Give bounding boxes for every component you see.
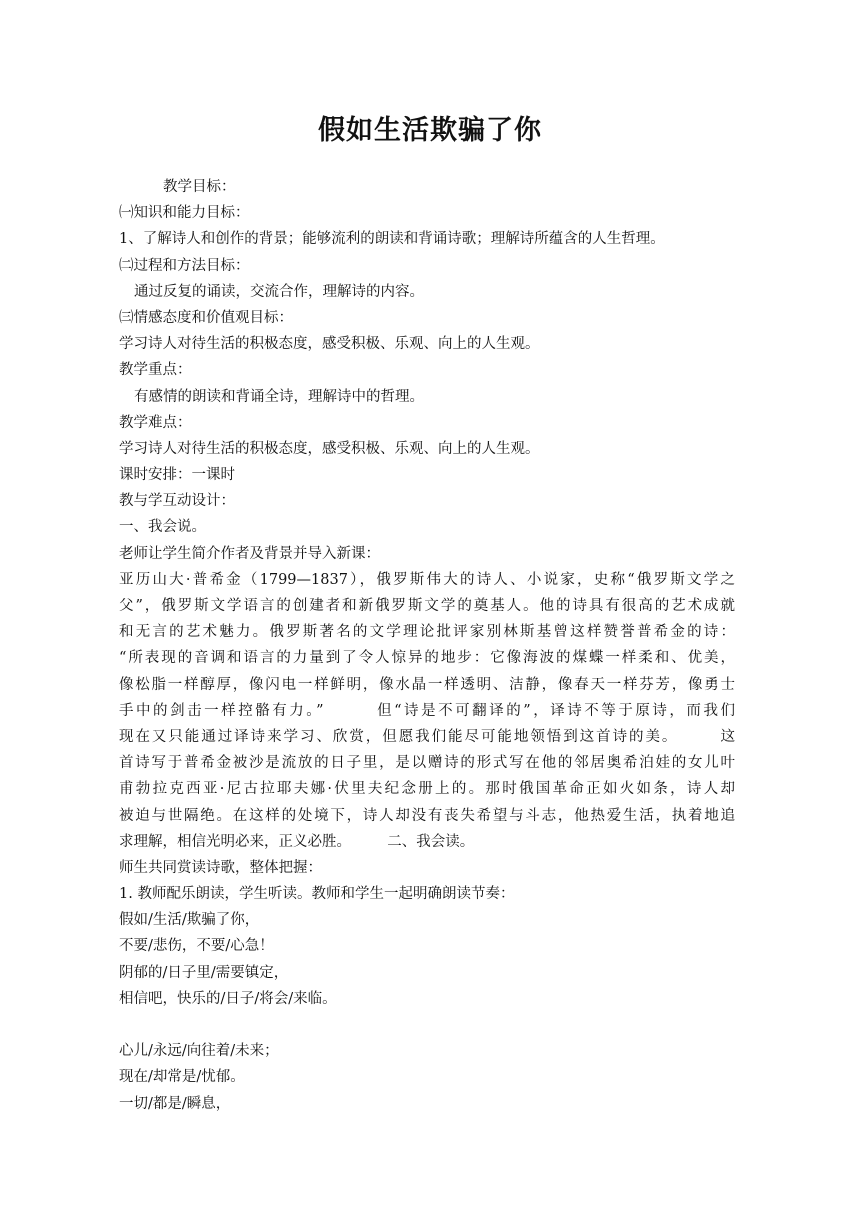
poem-line: 不要/悲伤，不要/心急！ bbox=[119, 938, 274, 955]
paragraph-line: 甫勃拉克西亚·尼古拉耶夫娜·伏里夫纪念册上的。那时俄国革命正如火如条，诗人却 bbox=[119, 781, 735, 798]
subheading-attitude: ㈢情感态度和价值观目标： bbox=[119, 309, 293, 326]
section-heading-design: 教与学互动设计： bbox=[119, 493, 235, 510]
paragraph-line: “所表现的音调和语言的力量到了令人惊异的地步：它像海波的煤蝶一样柔和、优美， bbox=[119, 650, 735, 667]
paragraph-line: 父”，俄罗斯文学语言的创建者和新俄罗斯文学的奠基人。他的诗具有很高的艺术成就 bbox=[119, 598, 735, 614]
paragraph-line: 现在又只能通过译诗来学习、欣赏，但愿我们能尽可能地领悟到这首诗的美。 这 bbox=[119, 728, 735, 745]
paragraph-line: 求理解，相信光明必来，正义必胜。 二、我会读。 bbox=[119, 833, 475, 850]
paragraph-line: 有感情的朗读和背诵全诗，理解诗中的哲理。 bbox=[134, 388, 424, 405]
paragraph-line: 1. 教师配乐朗读，学生听读。教师和学生一起明确朗读节奏： bbox=[119, 886, 515, 903]
paragraph-line: 学习诗人对待生活的积极态度，感受积极、乐观、向上的人生观。 bbox=[119, 336, 540, 353]
paragraph-line: 老师让学生简介作者及背景并导入新课： bbox=[119, 545, 380, 562]
paragraph-line: 手中的剑击一样控骼有力。” 但“诗是不可翻译的”，译诗不等于原诗，而我们 bbox=[119, 702, 735, 719]
paragraph-line: 师生共同赏读诗歌，整体把握： bbox=[119, 859, 322, 876]
poem-line: 现在/却常是/忧郁。 bbox=[119, 1069, 245, 1086]
section-heading-difficulty: 教学难点： bbox=[119, 414, 192, 431]
document-title: 假如生活欺骗了你 bbox=[318, 115, 542, 146]
section-heading-objectives: 教学目标： bbox=[163, 179, 236, 195]
poem-line: 心儿/永远/向往着/未来； bbox=[119, 1043, 279, 1060]
paragraph-line: 和无言的艺术魅力。俄罗斯著名的文学理论批评家别林斯基曾这样赞誉普希金的诗： bbox=[119, 624, 735, 641]
poem-line: 阴郁的/日子里/需要镇定， bbox=[119, 964, 289, 981]
poem-line: 假如/生活/欺骗了你， bbox=[119, 912, 260, 929]
stanza-break bbox=[119, 1012, 735, 1038]
paragraph-line: 1、了解诗人和创作的背景；能够流利的朗读和背诵诗歌；理解诗所蕴含的人生哲理。 bbox=[119, 231, 665, 248]
paragraph-line: 亚历山大·普希金（1799—1837），俄罗斯伟大的诗人、小说家，史称“俄罗斯文学之 bbox=[119, 571, 735, 588]
schedule-line: 课时安排：一课时 bbox=[119, 467, 235, 484]
paragraph-line: 首诗写于普希金被沙是流放的日子里，是以赠诗的形式写在他的邻居奥希泊娃的女儿叶 bbox=[119, 755, 735, 772]
paragraph-line: 通过反复的诵读，交流合作，理解诗的内容。 bbox=[134, 283, 424, 300]
subheading-knowledge: ㈠知识和能力目标： bbox=[119, 205, 250, 222]
paragraph-line: 像松脂一样醇厚，像闪电一样鲜明，像水晶一样透明、洁静，像春天一样芬芳，像勇士 bbox=[119, 676, 735, 693]
step-heading: 一、我会说。 bbox=[119, 519, 206, 536]
poem-line: 相信吧，快乐的/日子/将会/来临。 bbox=[119, 990, 337, 1007]
poem-line: 一切/都是/瞬息， bbox=[119, 1095, 231, 1112]
section-heading-focus: 教学重点： bbox=[119, 362, 192, 379]
paragraph-line: 被迫与世隔绝。在这样的处境下，诗人却没有丧失希望与斗志，他热爱生活，执着地追 bbox=[119, 807, 735, 824]
subheading-process: ㈡过程和方法目标： bbox=[119, 257, 250, 274]
paragraph-line: 学习诗人对待生活的积极态度，感受积极、乐观、向上的人生观。 bbox=[119, 440, 540, 457]
document-body bbox=[119, 174, 735, 1117]
